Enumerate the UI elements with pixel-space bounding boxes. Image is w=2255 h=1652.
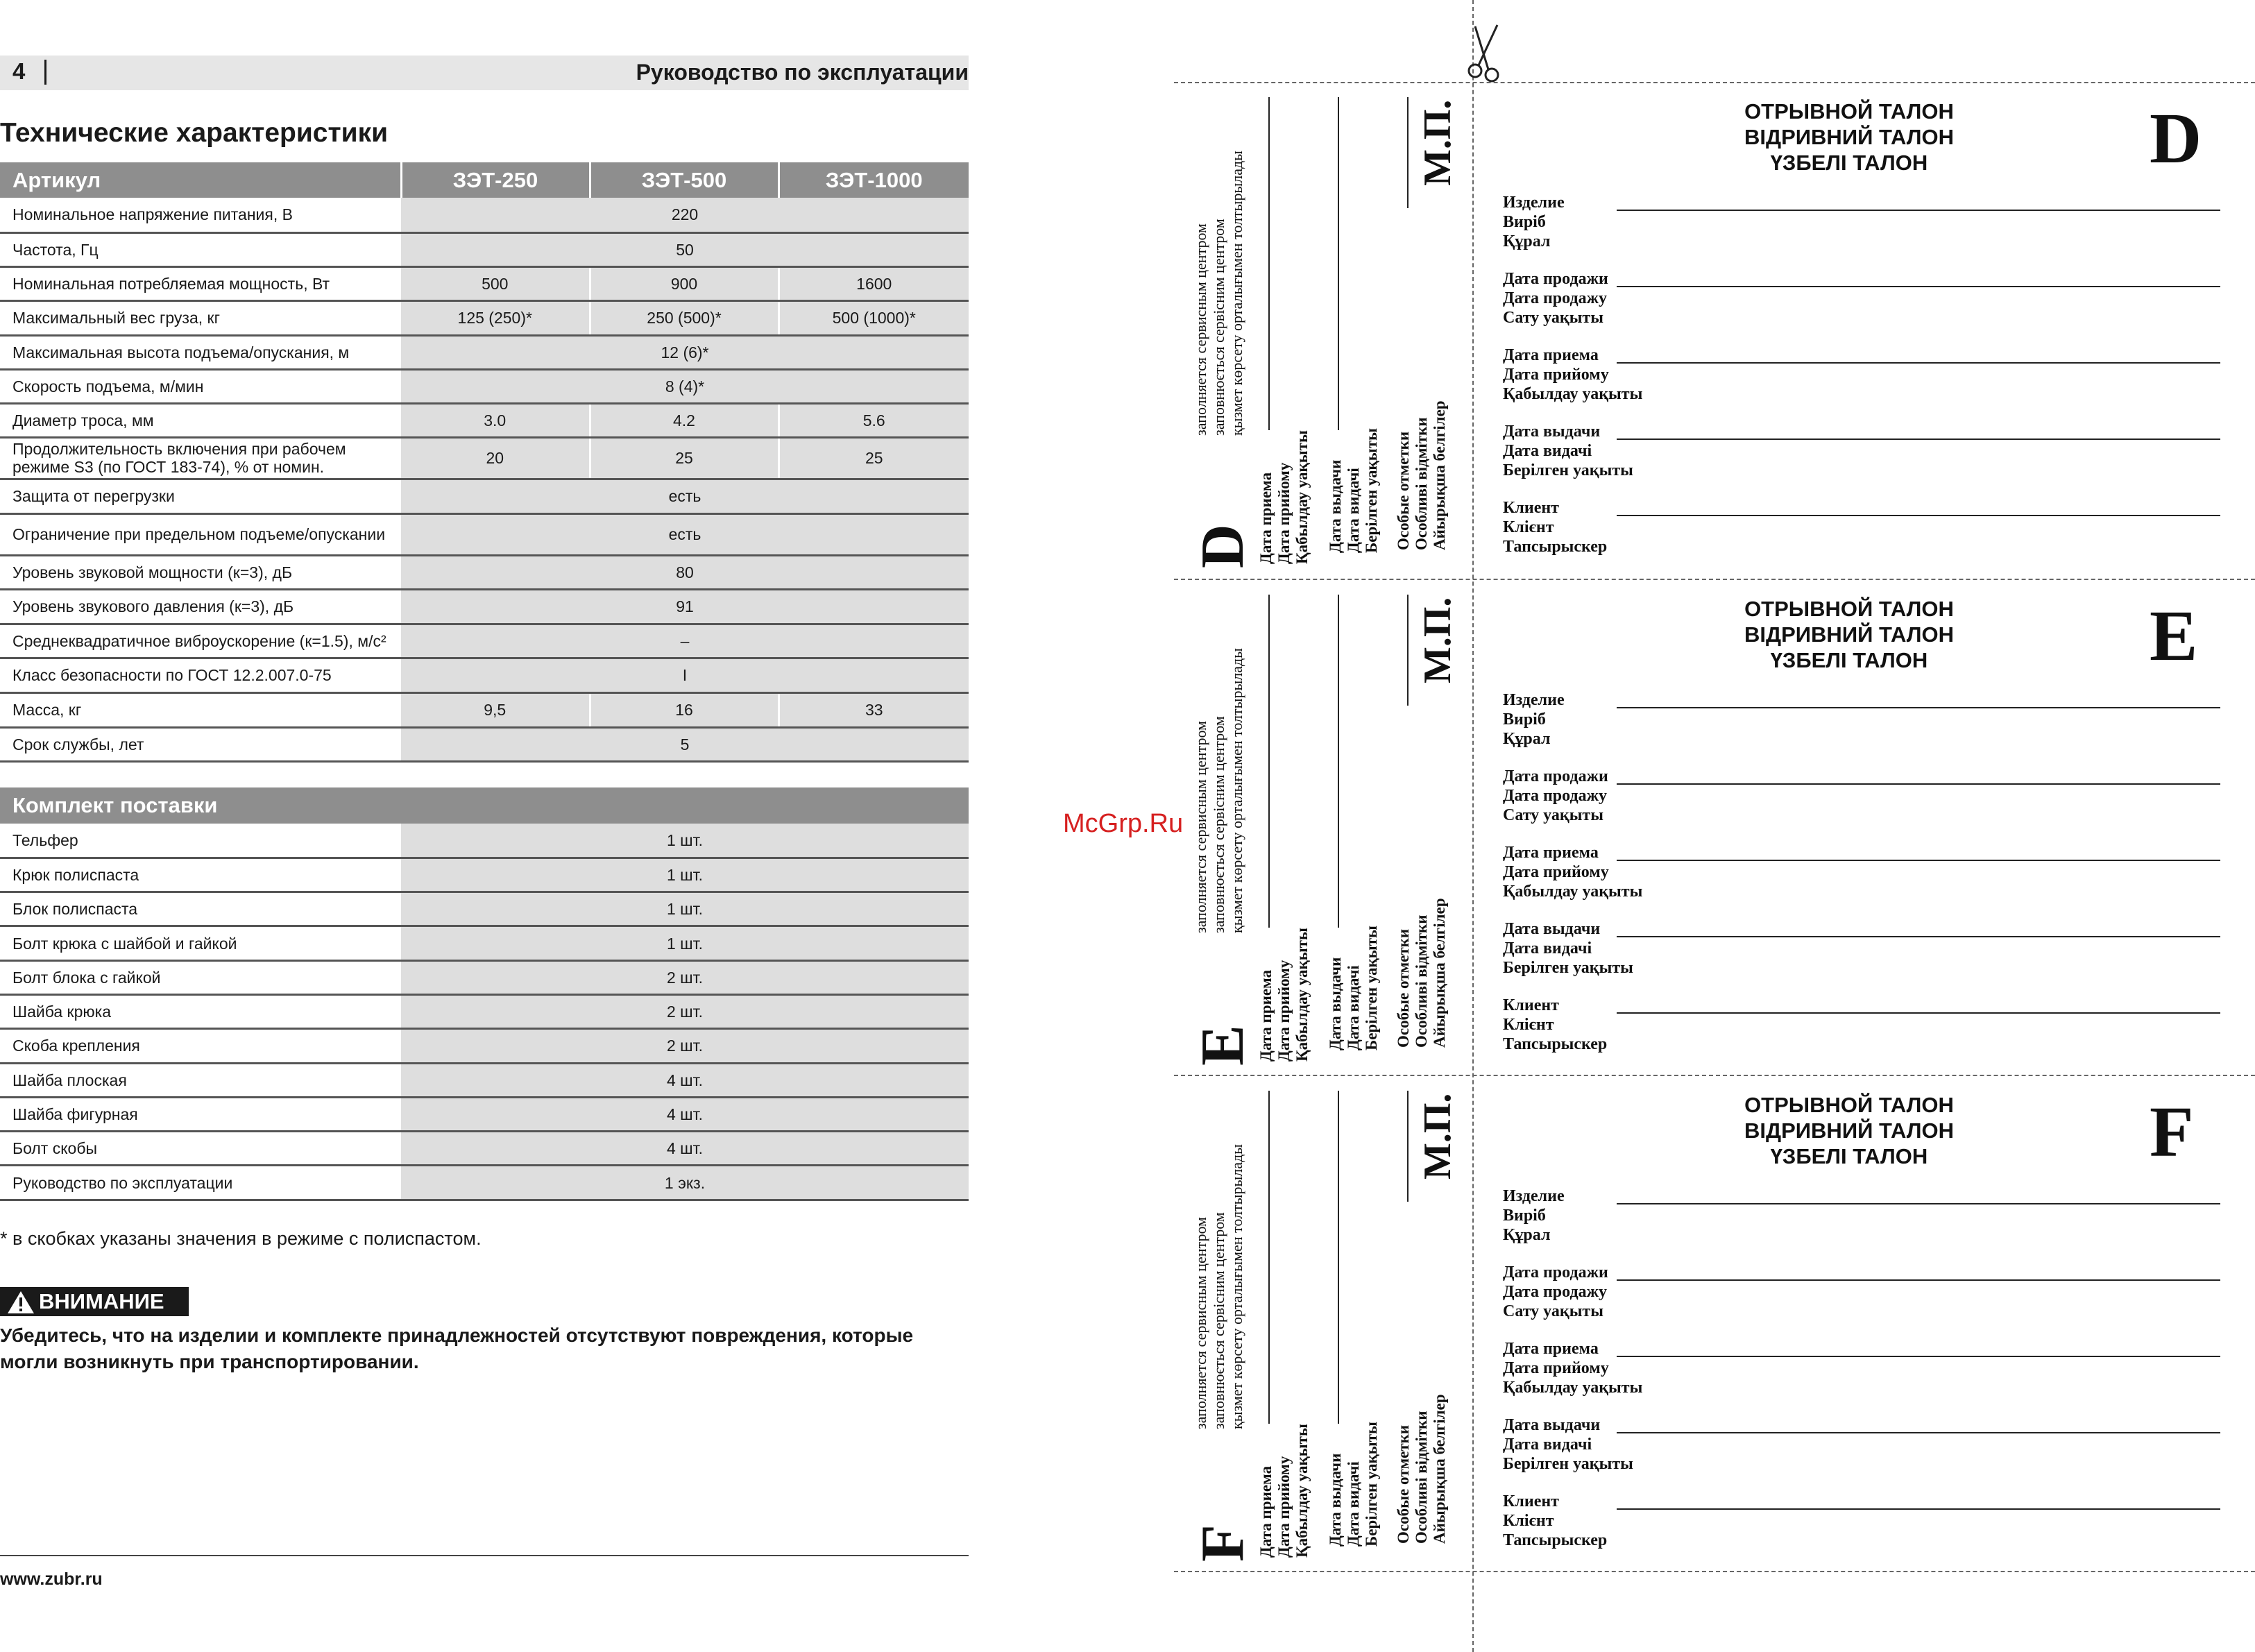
coupon-field <box>1503 767 1608 825</box>
table-row <box>0 1166 969 1200</box>
stub-notes-line: Особливі відмітки <box>1413 417 1430 550</box>
coupon-title-line: ВІДРИВНИЙ ТАЛОН <box>1744 125 1954 149</box>
coupon-field-line: Дата продажи <box>1503 1263 1608 1281</box>
coupon-field-line: Клиент <box>1503 1492 1559 1510</box>
spec-value: I <box>401 658 969 692</box>
kit-item-qty: 4 шт. <box>401 1063 969 1097</box>
stub-issue-line: Дата выдачи <box>1327 459 1344 553</box>
table-row <box>0 1063 969 1097</box>
spec-header-model: ЗЭТ-250 <box>401 162 590 198</box>
stub-accept-text <box>1257 928 1311 1062</box>
coupon-field-line: Дата видачі <box>1503 442 1592 460</box>
stub-accept-line: Дата приема <box>1257 1465 1275 1558</box>
kit-item-label: Тельфер <box>0 824 401 858</box>
stub-issue-line-rule <box>1338 97 1339 430</box>
spec-value: 500 <box>401 266 590 300</box>
coupon-field-underline <box>1617 210 2220 211</box>
coupon-field-line: Изделие <box>1503 194 1565 212</box>
coupon-field-line: Тапсырыскер <box>1503 1531 1608 1549</box>
scissors-icon <box>1465 21 1514 87</box>
coupon-field-line: Берілген уақыты <box>1503 959 1633 977</box>
coupon-title-line: ВІДРИВНИЙ ТАЛОН <box>1744 1118 1954 1143</box>
kit-item-qty: 2 шт. <box>401 960 969 994</box>
spec-value: – <box>401 624 969 658</box>
table-row <box>0 624 969 658</box>
footer-url: www.zubr.ru <box>0 1569 103 1589</box>
stub-notes-line: Айырықша белгілер <box>1431 898 1448 1048</box>
kit-item-label: Болт крюка с шайбой и гайкой <box>0 926 401 960</box>
stub-issue-line: Дата видачі <box>1345 965 1362 1050</box>
coupon-field-underline <box>1617 362 2220 364</box>
spec-label: Класс безопасности по ГОСТ 12.2.007.0-75 <box>0 658 401 692</box>
kit-header-row <box>0 787 969 824</box>
kit-item-qty: 1 шт. <box>401 926 969 960</box>
stub-letter: D <box>1189 524 1257 568</box>
cut-line-horizontal <box>1174 579 2255 580</box>
stub-issue-text <box>1327 428 1381 553</box>
table-row <box>0 437 969 479</box>
stub-issue-line: Дата выдачи <box>1327 957 1344 1050</box>
coupon-field-underline <box>1617 1012 2220 1014</box>
stub-accept-line: Қабылдау уақыты <box>1293 1424 1311 1558</box>
spec-value: 900 <box>590 266 778 300</box>
spec-label: Продолжительность включения при рабочем режиме S3 (по ГОСТ 183-74), % от номин. <box>0 437 401 479</box>
coupon-title-line: ҮЗБЕЛІ ТАЛОН <box>1770 151 1928 175</box>
coupon-field-line: Виріб <box>1503 710 1546 729</box>
spec-label: Частота, Гц <box>0 232 401 266</box>
stub-accept-text <box>1257 1424 1311 1558</box>
spec-value: 9,5 <box>401 692 590 727</box>
stub-accept-line: Дата приема <box>1257 472 1275 564</box>
coupon-field-line: Сату уақыты <box>1503 806 1603 824</box>
coupon-field-line: Сату уақыты <box>1503 309 1603 327</box>
coupon-field-line: Дата выдачи <box>1503 920 1601 938</box>
stub-accept-line: Дата прийому <box>1275 960 1293 1062</box>
coupon-title-line: ҮЗБЕЛІ ТАЛОН <box>1770 648 1928 672</box>
kit-item-label: Шайба плоская <box>0 1063 401 1097</box>
kit-item-qty: 1 шт. <box>401 858 969 892</box>
page-number: 4 <box>12 58 26 84</box>
kit-item-label: Скоба крепления <box>0 1029 401 1063</box>
table-row <box>0 589 969 624</box>
table-row <box>0 232 969 266</box>
kit-item-qty: 1 экз. <box>401 1166 969 1200</box>
coupon-field-underline <box>1617 1279 2220 1281</box>
coupon-field-line: Қабылдау уақыты <box>1503 385 1643 403</box>
spec-value: 125 (250)* <box>401 300 590 335</box>
table-row <box>0 266 969 300</box>
spec-value: 25 <box>590 437 778 479</box>
coupon-title-line: ОТРЫВНОЙ ТАЛОН <box>1744 99 1954 124</box>
stub-notes-text <box>1395 400 1449 550</box>
stub-service-line: заполняется сервисным центром <box>1192 223 1209 436</box>
stub-notes-line: Особые отметки <box>1395 431 1412 550</box>
coupon-field-underline <box>1617 1356 2220 1357</box>
coupon-field-line: Құрал <box>1503 730 1551 748</box>
coupon-field-line: Құрал <box>1503 1226 1551 1244</box>
cut-line-vertical <box>1472 0 1474 1652</box>
table-row <box>0 824 969 858</box>
coupon-field-line: Дата прийому <box>1503 863 1609 881</box>
coupon-field-line: Дата продажу <box>1503 1283 1607 1301</box>
spec-value: 25 <box>778 437 969 479</box>
table-row <box>0 479 969 513</box>
stub-stamp: М.П. <box>1416 1093 1459 1180</box>
table-row <box>0 1097 969 1131</box>
coupon-field-line: Клиент <box>1503 499 1559 517</box>
spec-value: 80 <box>401 555 969 589</box>
stub-issue-line: Дата видачі <box>1345 1461 1362 1547</box>
warning-badge <box>0 1287 189 1316</box>
coupon-letter: D <box>2150 99 2202 178</box>
stub-stamp: М.П. <box>1416 99 1459 186</box>
stub-issue-line: Дата видачі <box>1345 468 1362 553</box>
coupon-field <box>1503 1186 1565 1245</box>
coupon-field-underline <box>1617 936 2220 937</box>
coupon-field <box>1503 422 1633 480</box>
kit-item-label: Болт скобы <box>0 1132 401 1166</box>
coupon-field-line: Тапсырыскер <box>1503 1035 1608 1053</box>
coupon-field-line: Виріб <box>1503 1207 1546 1225</box>
table-row <box>0 892 969 926</box>
spec-value: 5.6 <box>778 403 969 437</box>
stub-service-line: заповнюється сервісним центром <box>1210 219 1227 436</box>
spec-value: 20 <box>401 437 590 479</box>
coupon-field-underline <box>1617 515 2220 516</box>
coupon-field-underline <box>1617 1203 2220 1204</box>
coupon-field-underline <box>1617 707 2220 708</box>
spec-value: 50 <box>401 232 969 266</box>
spec-label: Ограничение при предельном подъеме/опускании <box>0 513 401 555</box>
stub-service-line: қызмет көрсету орталығымен толтырылады <box>1228 151 1245 436</box>
stub-issue-line-rule <box>1338 595 1339 928</box>
stub-accept-line: Дата прийому <box>1275 462 1293 564</box>
spec-value: есть <box>401 513 969 555</box>
spec-label: Диаметр троса, мм <box>0 403 401 437</box>
spec-header-article: Артикул <box>0 162 401 198</box>
coupon-title-line: ВІДРИВНИЙ ТАЛОН <box>1744 622 1954 647</box>
coupon-field-line: Дата приема <box>1503 844 1599 862</box>
table-row <box>0 658 969 692</box>
stub-notes-line: Особые отметки <box>1395 928 1412 1048</box>
stub-notes-line-rule <box>1407 1091 1409 1202</box>
spec-label: Номинальное напряжение питания, В <box>0 198 401 232</box>
table-row <box>0 1132 969 1166</box>
kit-item-label: Блок полиспаста <box>0 892 401 926</box>
stub-service-line: заполняется сервисным центром <box>1192 1217 1209 1429</box>
kit-item-qty: 1 шт. <box>401 892 969 926</box>
warning-text: Убедитесь, что на изделии и комплекте принадлежностей отсутствуют повреждения, которые могли возникнуть при транспортировании. <box>0 1325 914 1372</box>
spec-value: 4.2 <box>590 403 778 437</box>
stub-issue-line: Берілген уақыты <box>1363 427 1380 553</box>
cut-line-horizontal <box>1174 1075 2255 1076</box>
stub-service-line: заповнюється сервісним центром <box>1210 1212 1227 1429</box>
coupon-field <box>1503 843 1642 901</box>
kit-item-label: Шайба фигурная <box>0 1097 401 1131</box>
coupon-field <box>1503 498 1607 556</box>
stub-service-line: заповнюється сервісним центром <box>1210 716 1227 933</box>
coupon-field-line: Берілген уақыты <box>1503 461 1633 479</box>
table-row <box>0 403 969 437</box>
coupon-field-line: Клієнт <box>1503 1512 1554 1530</box>
table-row <box>0 369 969 403</box>
coupon-field-line: Тапсырыскер <box>1503 538 1608 556</box>
header-divider <box>44 60 46 85</box>
spec-value: 250 (500)* <box>590 300 778 335</box>
coupon-title <box>1617 99 2082 176</box>
coupon-field-line: Берілген уақыты <box>1503 1455 1633 1473</box>
coupon-field-underline <box>1617 1432 2220 1433</box>
warning-label: ВНИМАНИЕ <box>39 1289 164 1313</box>
coupon-field-line: Дата прийому <box>1503 1359 1609 1377</box>
coupon-title-line: ОТРЫВНОЙ ТАЛОН <box>1744 1093 1954 1117</box>
spec-label: Срок службы, лет <box>0 727 401 761</box>
footnote: * в скобках указаны значения в режиме с полиспастом. <box>0 1228 482 1249</box>
kit-item-label: Болт блока с гайкой <box>0 960 401 994</box>
table-row <box>0 727 969 761</box>
coupon-letter: F <box>2150 1092 2194 1172</box>
stub-accept-line: Қабылдау уақыты <box>1293 430 1311 564</box>
stub-stamp: М.П. <box>1416 597 1459 683</box>
table-row <box>0 555 969 589</box>
coupon-field-underline <box>1617 860 2220 861</box>
spec-table <box>0 162 969 763</box>
table-row <box>0 858 969 892</box>
spec-value: 3.0 <box>401 403 590 437</box>
kit-item-label: Крюк полиспаста <box>0 858 401 892</box>
kit-item-label: Шайба крюка <box>0 994 401 1028</box>
stub-notes-line: Особливі відмітки <box>1413 914 1430 1048</box>
coupon-field <box>1503 346 1642 404</box>
spec-label: Уровень звукового давления (к=3), дБ <box>0 589 401 624</box>
coupon-title-line: ОТРЫВНОЙ ТАЛОН <box>1744 597 1954 621</box>
stub-notes-text <box>1395 1394 1449 1544</box>
watermark: McGrp.Ru <box>1063 809 1184 838</box>
coupon-field-line: Дата выдачи <box>1503 423 1601 441</box>
stub-issue-line-rule <box>1338 1091 1339 1424</box>
stub-accept-line-rule <box>1268 97 1270 430</box>
coupon-field-line: Құрал <box>1503 232 1551 250</box>
cut-line-horizontal <box>1174 82 2255 83</box>
table-row <box>0 198 969 232</box>
coupon-field-underline <box>1617 438 2220 440</box>
spec-value: 500 (1000)* <box>778 300 969 335</box>
coupon-field-line: Виріб <box>1503 213 1546 231</box>
spec-label: Масса, кг <box>0 692 401 727</box>
spec-value: 91 <box>401 589 969 624</box>
coupon-field <box>1503 1415 1633 1474</box>
coupon-field-line: Дата выдачи <box>1503 1416 1601 1434</box>
spec-header-model: ЗЭТ-1000 <box>778 162 969 198</box>
spec-label: Среднеквадратичное виброускорение (к=1.5), м/с² <box>0 624 401 658</box>
coupon-field-line: Дата продажи <box>1503 270 1608 288</box>
kit-table <box>0 787 969 1201</box>
stub-issue-text <box>1327 926 1381 1050</box>
coupon-field <box>1503 690 1565 749</box>
coupon-field <box>1503 1263 1608 1321</box>
kit-title: Комплект поставки <box>0 787 969 824</box>
coupon-field-line: Клієнт <box>1503 518 1554 536</box>
kit-item-qty: 1 шт. <box>401 824 969 858</box>
spec-value: 1600 <box>778 266 969 300</box>
coupon-field <box>1503 996 1607 1054</box>
coupon-field-line: Сату уақыты <box>1503 1302 1603 1320</box>
stub-issue-line: Берілген уақыты <box>1363 925 1380 1050</box>
stub-notes-line: Особые отметки <box>1395 1424 1412 1544</box>
table-row <box>0 335 969 369</box>
stub-issue-line: Берілген уақыты <box>1363 1421 1380 1547</box>
stub-service-line: қызмет көрсету орталығымен толтырылады <box>1228 1144 1245 1429</box>
stub-accept-line: Дата приема <box>1257 969 1275 1062</box>
table-row <box>0 926 969 960</box>
coupon-field-line: Изделие <box>1503 691 1565 709</box>
spec-value: 220 <box>401 198 969 232</box>
kit-item-qty: 4 шт. <box>401 1097 969 1131</box>
stub-service-line: қызмет көрсету орталығымен толтырылады <box>1228 648 1245 933</box>
coupon-field-line: Дата приема <box>1503 346 1599 364</box>
stub-notes-line: Айырықша белгілер <box>1431 1394 1448 1544</box>
stub-notes-line: Айырықша белгілер <box>1431 400 1448 550</box>
coupon-field-line: Қабылдау уақыты <box>1503 883 1643 901</box>
kit-item-qty: 2 шт. <box>401 1029 969 1063</box>
coupon-field-line: Дата продажу <box>1503 289 1607 307</box>
coupon-field <box>1503 193 1565 251</box>
spec-label: Скорость подъема, м/мин <box>0 369 401 403</box>
coupon-letter: E <box>2150 596 2198 676</box>
section-title: Технические характеристики <box>0 118 389 148</box>
coupon-field <box>1503 1339 1642 1397</box>
spec-header-model: ЗЭТ-500 <box>590 162 778 198</box>
stub-issue-text <box>1327 1422 1381 1547</box>
table-row <box>0 994 969 1028</box>
coupon-title <box>1617 596 2082 673</box>
manual-title: Руководство по эксплуатации <box>636 60 969 85</box>
footer-divider <box>0 1555 969 1556</box>
coupon-field-line: Дата приема <box>1503 1340 1599 1358</box>
coupon-field-line: Дата продажу <box>1503 787 1607 805</box>
coupon-title-line: ҮЗБЕЛІ ТАЛОН <box>1770 1144 1928 1168</box>
stub-letter: F <box>1189 1524 1257 1562</box>
table-row <box>0 513 969 555</box>
coupon-field-underline <box>1617 286 2220 287</box>
spec-value: 12 (6)* <box>401 335 969 369</box>
cut-line-horizontal <box>1174 1571 2255 1572</box>
stub-service-text <box>1192 151 1246 436</box>
stub-accept-text <box>1257 430 1311 564</box>
coupon-field <box>1503 1492 1607 1550</box>
coupon-field-underline <box>1617 1508 2220 1510</box>
coupon-field-line: Дата видачі <box>1503 939 1592 957</box>
coupon-field-line: Дата продажи <box>1503 767 1608 785</box>
coupon-field-line: Изделие <box>1503 1187 1565 1205</box>
stub-accept-line-rule <box>1268 1091 1270 1424</box>
coupon-field-underline <box>1617 783 2220 785</box>
table-row <box>0 300 969 335</box>
spec-value: 8 (4)* <box>401 369 969 403</box>
spec-value: 5 <box>401 727 969 761</box>
stub-notes-line-rule <box>1407 97 1409 208</box>
table-row <box>0 1029 969 1063</box>
spec-label: Максимальная высота подъема/опускания, м <box>0 335 401 369</box>
spec-label: Номинальная потребляемая мощность, Вт <box>0 266 401 300</box>
spec-label: Максимальный вес груза, кг <box>0 300 401 335</box>
stub-accept-line-rule <box>1268 595 1270 928</box>
spec-value: 33 <box>778 692 969 727</box>
coupon-field-line: Қабылдау уақыты <box>1503 1379 1643 1397</box>
stub-issue-line: Дата выдачи <box>1327 1453 1344 1547</box>
spec-label: Уровень звуковой мощности (к=3), дБ <box>0 555 401 589</box>
stub-service-text <box>1192 1144 1246 1429</box>
coupon-field-line: Дата прийому <box>1503 366 1609 384</box>
spec-value: 16 <box>590 692 778 727</box>
stub-notes-line-rule <box>1407 595 1409 706</box>
coupon-field-line: Клієнт <box>1503 1016 1554 1034</box>
coupon-field-line: Клиент <box>1503 996 1559 1014</box>
kit-item-qty: 2 шт. <box>401 994 969 1028</box>
spec-header-row <box>0 162 969 198</box>
coupon-field <box>1503 919 1633 978</box>
stub-service-text <box>1192 648 1246 933</box>
spec-value: есть <box>401 479 969 513</box>
coupon-field <box>1503 269 1608 327</box>
table-row <box>0 960 969 994</box>
stub-letter: E <box>1189 1025 1257 1066</box>
stub-accept-line: Қабылдау уақыты <box>1293 928 1311 1062</box>
warning-triangle-icon <box>7 1291 35 1314</box>
stub-notes-line: Особливі відмітки <box>1413 1411 1430 1544</box>
table-row <box>0 692 969 727</box>
spec-label: Защита от перегрузки <box>0 479 401 513</box>
stub-accept-line: Дата прийому <box>1275 1456 1293 1558</box>
coupon-field-line: Дата видачі <box>1503 1436 1592 1454</box>
coupon-title <box>1617 1092 2082 1169</box>
kit-item-label: Руководство по эксплуатации <box>0 1166 401 1200</box>
stub-service-line: заполняется сервисным центром <box>1192 721 1209 933</box>
stub-notes-text <box>1395 898 1449 1048</box>
kit-item-qty: 4 шт. <box>401 1132 969 1166</box>
